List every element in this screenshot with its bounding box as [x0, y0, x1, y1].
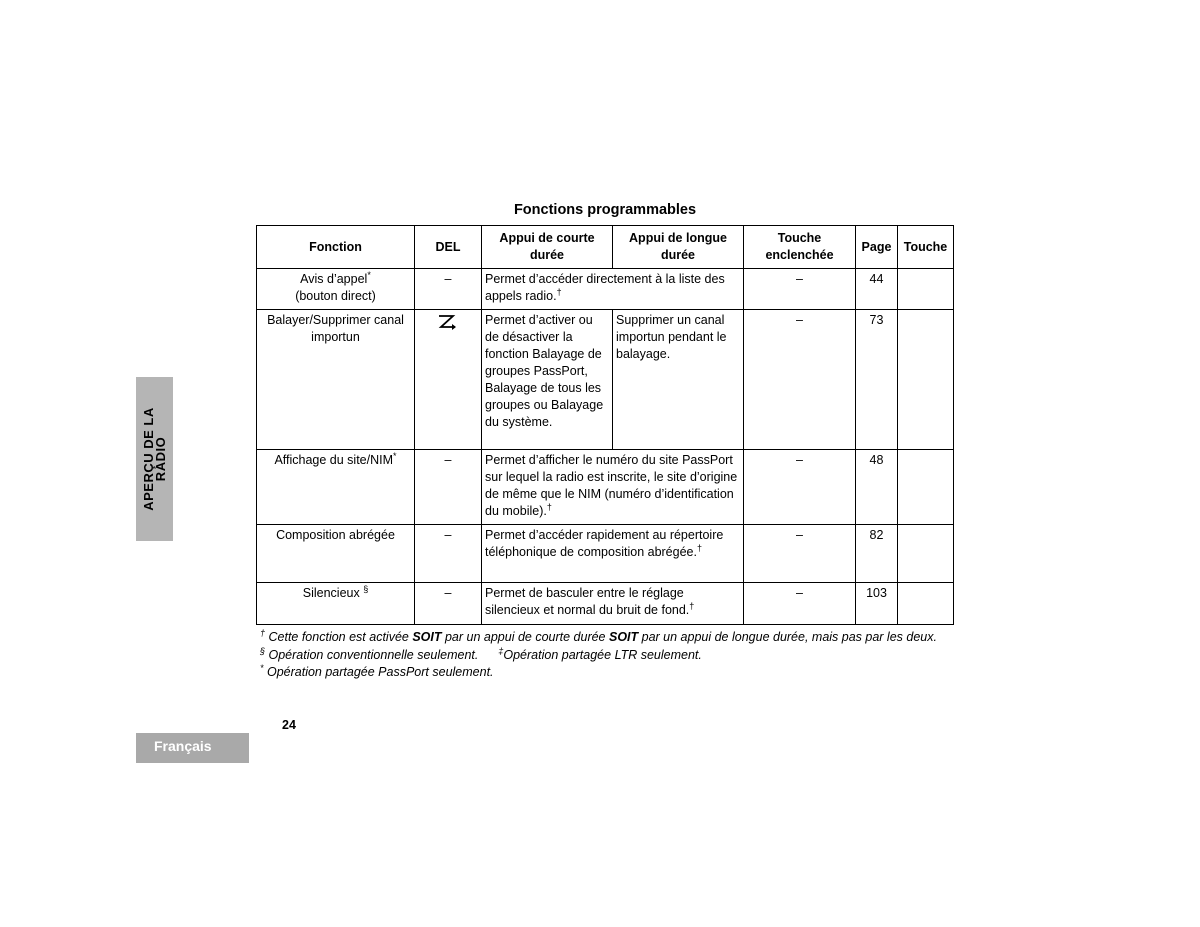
cell-enclenchee: – — [744, 525, 856, 583]
cell-description: Permet d’accéder directement à la liste des appels radio.† — [482, 269, 744, 310]
cell-court: Permet d’activer ou de désactiver la fonction Balayage de groupes PassPort, Balayage de tous les groupes ou Balayage du système. — [482, 310, 613, 450]
cell-touche — [898, 310, 954, 450]
header-court: Appui de courte durée — [482, 226, 613, 269]
footnote-star: * Opération partagée PassPort seulement. — [260, 663, 494, 679]
cell-description: Permet d’afficher le numéro du site PassPort sur lequel la radio est inscrite, le site d’origine de même que le NIM (numéro d’identification du mobile).† — [482, 450, 744, 525]
cell-description: Permet de basculer entre le réglage silencieux et normal du bruit de fond.† — [482, 583, 744, 625]
header-del: DEL — [415, 226, 482, 269]
section-side-tab — [136, 377, 173, 541]
page-number: 24 — [282, 718, 296, 732]
cell-del: – — [415, 583, 482, 625]
footnotes — [260, 629, 950, 682]
header-enclenchee: Touche enclenchée — [744, 226, 856, 269]
footnote-section-ddagger: § Opération conventionnelle seulement. ‡Opération partagée LTR seulement. — [260, 645, 702, 662]
cell-long: Supprimer un canal importun pendant le balayage. — [613, 310, 744, 450]
cell-del: – — [415, 525, 482, 583]
language-tab: Français — [136, 733, 249, 763]
cell-touche — [898, 269, 954, 310]
cell-page: 73 — [856, 310, 898, 450]
header-touche: Touche — [898, 226, 954, 269]
table-header-row — [257, 226, 954, 269]
cell-touche — [898, 583, 954, 625]
cell-del: – — [415, 450, 482, 525]
cell-enclenchee: – — [744, 310, 856, 450]
cell-fonction: Balayer/Supprimer canal importun — [257, 310, 415, 450]
cell-del — [415, 310, 482, 450]
cell-enclenchee: – — [744, 583, 856, 625]
section-side-tab-label: APERÇU DE LA RADIO — [140, 407, 168, 511]
cell-enclenchee: – — [744, 450, 856, 525]
cell-del: – — [415, 269, 482, 310]
cell-enclenchee: – — [744, 269, 856, 310]
table-row — [257, 310, 954, 450]
table-title: Fonctions programmables — [513, 202, 697, 218]
cell-page: 48 — [856, 450, 898, 525]
cell-touche — [898, 525, 954, 583]
cell-fonction: Silencieux § — [257, 583, 415, 625]
cell-fonction: Composition abrégée — [257, 525, 415, 583]
table-row — [257, 525, 954, 583]
cell-fonction: Affichage du site/NIM* — [257, 450, 415, 525]
programmable-functions-table — [256, 225, 954, 625]
header-page: Page — [856, 226, 898, 269]
header-fonction: Fonction — [257, 226, 415, 269]
table-row — [257, 583, 954, 625]
scan-z-icon — [437, 314, 459, 330]
header-long: Appui de longue durée — [613, 226, 744, 269]
cell-touche — [898, 450, 954, 525]
table-row — [257, 450, 954, 525]
cell-page: 82 — [856, 525, 898, 583]
cell-page: 103 — [856, 583, 898, 625]
footnote-dagger: † Cette fonction est activée SOIT par un appui de courte durée SOIT par un appui de longue durée, mais pas par les deux. — [260, 628, 937, 644]
cell-page: 44 — [856, 269, 898, 310]
cell-fonction: Avis d’appel* (bouton direct) — [257, 269, 415, 310]
cell-description: Permet d’accéder rapidement au répertoire téléphonique de composition abrégée.† — [482, 525, 744, 583]
table-row — [257, 269, 954, 310]
